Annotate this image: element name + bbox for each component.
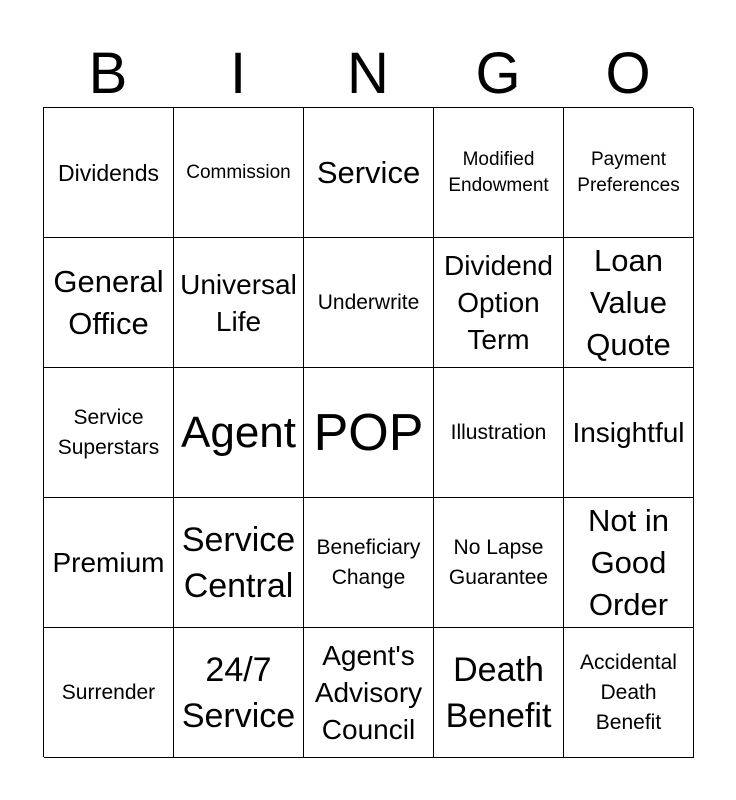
cell-text: Insightful [572, 417, 685, 448]
cell-text: Dividends [58, 159, 159, 186]
cell-text: Loan Value Quote [586, 242, 671, 362]
cell-text: POP [313, 403, 424, 462]
bingo-cell[interactable] [564, 108, 694, 238]
bingo-cell[interactable] [44, 628, 174, 758]
bingo-cell[interactable] [564, 498, 694, 628]
cell-text: Modified Endowment [448, 148, 549, 196]
cell-text: Death Benefit [445, 650, 552, 735]
bingo-cell[interactable] [44, 108, 174, 238]
cell-text: Surrender [61, 680, 156, 704]
bingo-cell[interactable] [434, 238, 564, 368]
bingo-cell[interactable] [174, 238, 304, 368]
bingo-board [43, 107, 693, 757]
cell-text: General Office [53, 263, 164, 341]
cell-text: No Lapse Guarantee [448, 535, 549, 589]
cell-text: Illustration [450, 420, 547, 444]
bingo-cell[interactable] [304, 368, 434, 498]
header-letter-o: O [605, 41, 651, 106]
bingo-cell[interactable] [434, 108, 564, 238]
cell-text: Dividend Option Term [444, 250, 553, 355]
header-letter-n: N [347, 41, 389, 106]
bingo-cell[interactable] [44, 238, 174, 368]
bingo-cell[interactable] [174, 498, 304, 628]
bingo-header [43, 40, 693, 108]
bingo-cell[interactable] [174, 628, 304, 758]
cell-text: Not in Good Order [588, 502, 669, 622]
cell-text: Service Central [181, 520, 296, 605]
bingo-cell[interactable] [434, 498, 564, 628]
bingo-cell[interactable] [304, 108, 434, 238]
bingo-cell[interactable] [564, 368, 694, 498]
header-letter-i: I [229, 41, 247, 106]
cell-text: Beneficiary Change [316, 535, 421, 589]
cell-text: Service [316, 154, 421, 190]
bingo-cell[interactable] [434, 628, 564, 758]
bingo-cell[interactable] [434, 368, 564, 498]
bingo-cell[interactable] [304, 238, 434, 368]
bingo-cell[interactable] [174, 368, 304, 498]
bingo-cell[interactable] [174, 108, 304, 238]
bingo-cell[interactable] [564, 628, 694, 758]
cell-text: Payment Preferences [577, 148, 680, 196]
header-letter-g: G [475, 41, 521, 106]
cell-text: Service Superstars [57, 405, 160, 459]
bingo-cell[interactable] [304, 628, 434, 758]
cell-text: Accidental Death Benefit [580, 650, 677, 734]
cell-text: Premium [52, 547, 165, 578]
bingo-cell[interactable] [44, 368, 174, 498]
bingo-cell[interactable] [304, 498, 434, 628]
cell-text: Universal Life [180, 268, 297, 337]
bingo-cell[interactable] [564, 238, 694, 368]
cell-text: Agent [181, 407, 296, 457]
cell-text: Commission [186, 161, 291, 183]
header-letter-b: B [88, 41, 128, 106]
cell-text: 24/7 Service [181, 650, 296, 735]
cell-text: Agent's Advisory Council [314, 640, 423, 745]
bingo-cell[interactable] [44, 498, 174, 628]
cell-text: Underwrite [317, 290, 420, 314]
